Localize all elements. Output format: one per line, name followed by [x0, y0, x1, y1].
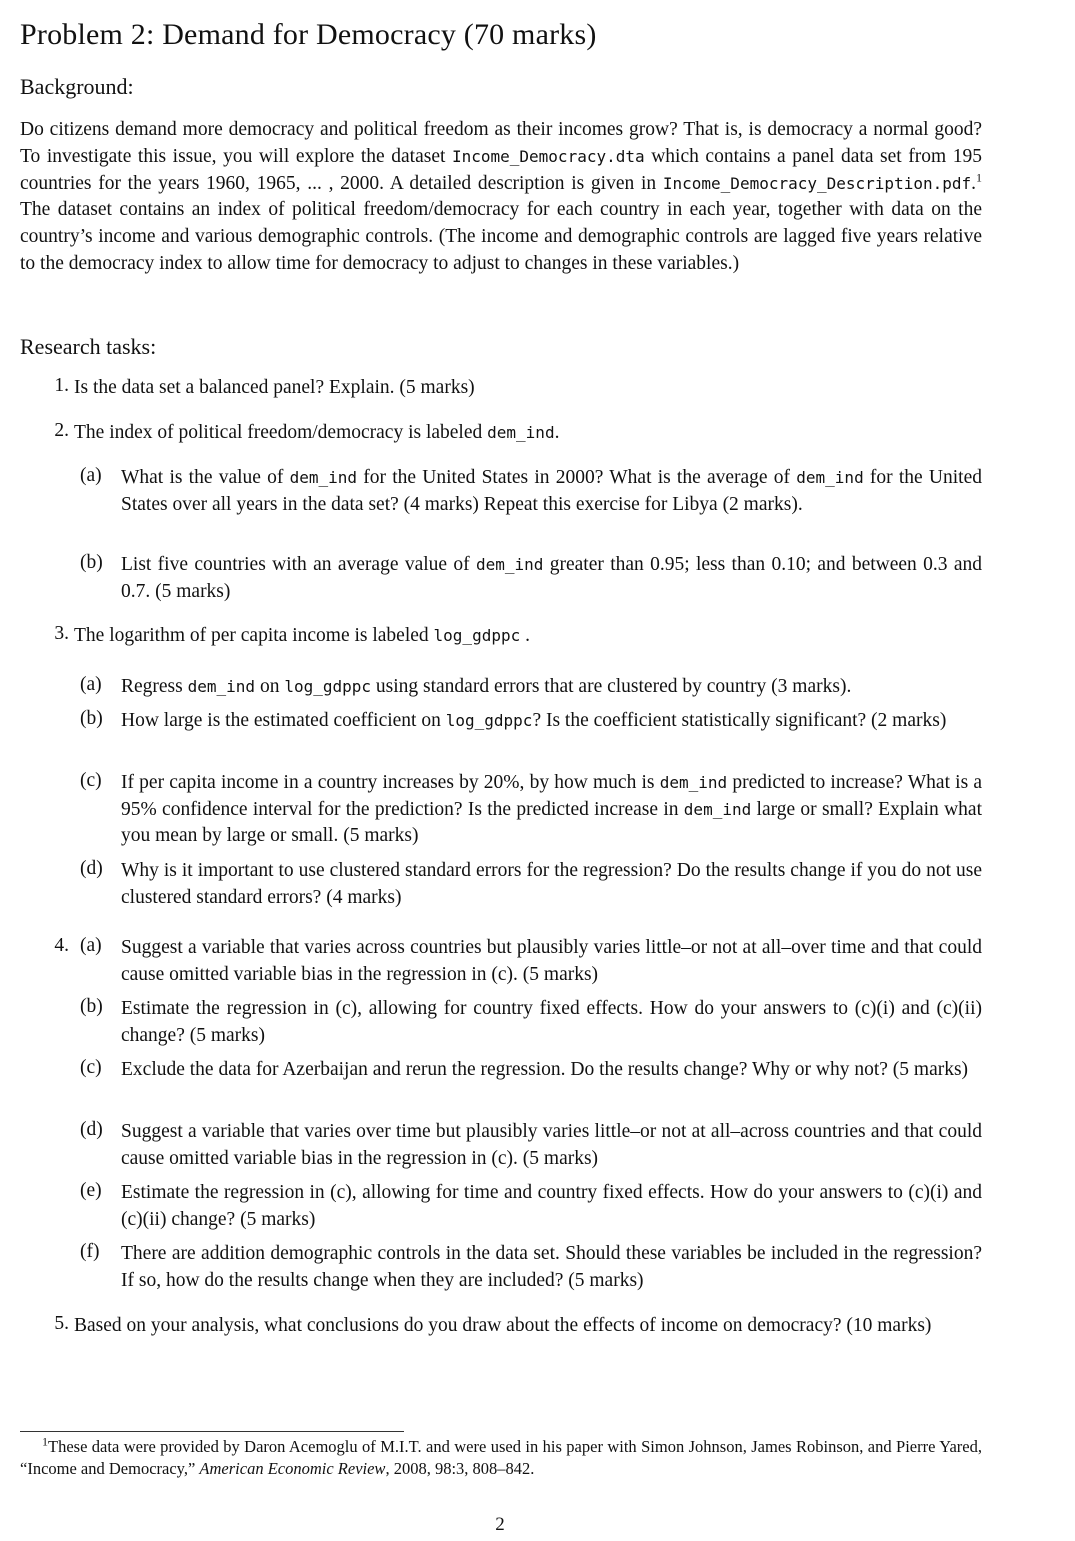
- page-number: 2: [495, 1514, 505, 1535]
- task-3a-p3: using standard errors that are clustered by country (3 marks).: [371, 676, 852, 697]
- task-3c-text: [121, 770, 982, 850]
- task-2b-text: [121, 552, 982, 605]
- task-1-number: 1.: [54, 375, 69, 396]
- task-3-pre: The logarithm of per capita income is labeled: [74, 625, 434, 646]
- task-4e-text: Estimate the regression in (c), allowing for time and country fixed effects. How do your answers to (c)(i) and (c)(ii) change? (5 marks): [121, 1182, 982, 1230]
- task-4c-label: (c): [80, 1057, 102, 1078]
- problem-title: Problem 2: Demand for Democracy (70 marks): [20, 18, 597, 51]
- background-paragraph: [20, 117, 982, 278]
- task-4d-label: (d): [80, 1119, 103, 1140]
- task-4a-label: (a): [80, 935, 102, 956]
- task-4b-label: (b): [80, 996, 103, 1017]
- task-4a-text: Suggest a variable that varies across countries but plausibly varies little–or not at all–over time and that could cause omitted variable bias in the regression in (c). (5 marks): [121, 937, 982, 985]
- var-dem-ind: dem_ind: [187, 677, 256, 696]
- task-3c-label: (c): [80, 770, 102, 791]
- task-2-number: 2.: [54, 420, 69, 441]
- task-2-text: [74, 420, 982, 447]
- task-3b-label: (b): [80, 708, 103, 729]
- task-2a-label: (a): [80, 465, 102, 486]
- task-2b-p1: List five countries with an average value of: [121, 554, 476, 575]
- task-3a-text: [121, 674, 982, 701]
- task-3c-p3: large or small? Explain what you mean by large or small. (5 marks): [121, 798, 983, 846]
- footnote-marker: 1: [976, 170, 982, 185]
- research-tasks-heading: Research tasks:: [20, 334, 157, 359]
- footnote-journal: American Economic Review: [199, 1459, 386, 1478]
- background-heading: Background:: [20, 74, 134, 99]
- background-text-4: The dataset contains an index of political freedom/democracy for each country in each year, together with data on the country’s income and various demographic controls. (The income and demographic controls are lagged five years relative to the democracy index to allow time for democracy to adjust to changes in these variables.): [20, 199, 982, 274]
- footnote-mark: 1: [42, 1434, 48, 1449]
- footnote-text-1: These data were provided by Daron Acemoglu of M.I.T. and were used in his paper with Simon Johnson, James Robinson, and Pierre Yared, “Income and Democracy,”: [20, 1437, 982, 1478]
- var-dem-ind: dem_ind: [289, 468, 358, 487]
- task-3d-text: Why is it important to use clustered standard errors for the regression? Do the results change if you do not use clustered standard errors? (4 marks): [121, 860, 982, 908]
- footnote: [20, 1436, 982, 1480]
- var-log-gdppc: log_gdppc: [284, 677, 372, 696]
- task-3a-p1: Regress: [121, 676, 188, 697]
- task-5-text: Based on your analysis, what conclusions do you draw about the effects of income on democracy? (10 marks): [74, 1315, 932, 1336]
- dataset-filename: Income_Democracy.dta: [451, 146, 645, 166]
- var-dem-ind: dem_ind: [683, 799, 752, 819]
- task-2a-text: [121, 465, 982, 518]
- background-text-2: which contains a panel data set from 195 countries for the years 1960, 1965, ... , 2000. A detailed description is given in: [20, 145, 982, 194]
- task-2a-p1: What is the value of: [121, 467, 290, 488]
- description-filename: Income_Democracy_Description.pdf: [662, 173, 972, 193]
- task-2b-p2: greater than 0.95; less than 0.10; and between 0.3 and 0.7. (5 marks): [121, 554, 982, 602]
- task-3-text: [74, 623, 982, 650]
- task-4f-label: (f): [80, 1241, 100, 1262]
- task-2a-p2: for the United States in 2000? What is the average of: [357, 467, 797, 488]
- footnote-text-2: , 2008, 98:3, 808–842.: [385, 1459, 535, 1478]
- task-1-text: Is the data set a balanced panel? Explain. (5 marks): [74, 377, 475, 398]
- task-2-pre: The index of political freedom/democracy is labeled: [74, 422, 488, 443]
- task-5-number: 5.: [54, 1313, 69, 1334]
- task-4d-text: Suggest a variable that varies over time but plausibly varies little–or not at all–across countries and that could cause omitted variable bias in the regression in (c). (5 marks): [121, 1121, 982, 1169]
- task-3b-text: [121, 708, 982, 735]
- task-4c-text: Exclude the data for Azerbaijan and rerun the regression. Do the results change? Why or why not? (5 marks): [121, 1059, 969, 1080]
- var-dem-ind: dem_ind: [475, 555, 544, 574]
- var-dem-ind: dem_ind: [487, 423, 555, 442]
- var-log-gdppc: log_gdppc: [433, 626, 521, 645]
- task-3b-p2: ? Is the coefficient statistically significant? (2 marks): [532, 710, 947, 731]
- task-3a-label: (a): [80, 674, 102, 695]
- var-log-gdppc: log_gdppc: [445, 711, 533, 730]
- task-3c-p1: If per capita income in a country increases by 20%, by how much is: [121, 772, 660, 793]
- task-3c-p2: predicted to increase? What is a 95% confidence interval for the prediction? Is the predicted increase in: [121, 772, 982, 820]
- task-4-number: 4.: [54, 935, 69, 956]
- background-text-3: .: [971, 172, 976, 194]
- footnote-rule: [20, 1431, 404, 1432]
- task-2-post: .: [554, 422, 560, 443]
- task-3a-p2: on: [255, 676, 285, 697]
- background-text-1: Do citizens demand more democracy and political freedom as their incomes grow? That is, is democracy a normal good? To investigate this issue, you will explore the dataset: [20, 119, 982, 167]
- task-2b-label: (b): [80, 552, 103, 573]
- var-dem-ind: dem_ind: [796, 468, 864, 487]
- task-3-number: 3.: [54, 623, 69, 644]
- task-3-post: .: [520, 625, 530, 646]
- var-dem-ind: dem_ind: [659, 773, 728, 792]
- task-2a-p3: for the United States over all years in the data set? (4 marks) Repeat this exercise for Libya (2 marks).: [121, 467, 982, 515]
- task-3b-p1: How large is the estimated coefficient on: [121, 710, 446, 731]
- task-4f-text: There are addition demographic controls in the data set. Should these variables be included in the regression? If so, how do the results change when they are included? (5 marks): [121, 1243, 982, 1291]
- task-4e-label: (e): [80, 1180, 102, 1201]
- task-3d-label: (d): [80, 858, 103, 879]
- task-4b-text: Estimate the regression in (c), allowing for country fixed effects. How do your answers to (c)(i) and (c)(ii) change? (5 marks): [121, 998, 982, 1046]
